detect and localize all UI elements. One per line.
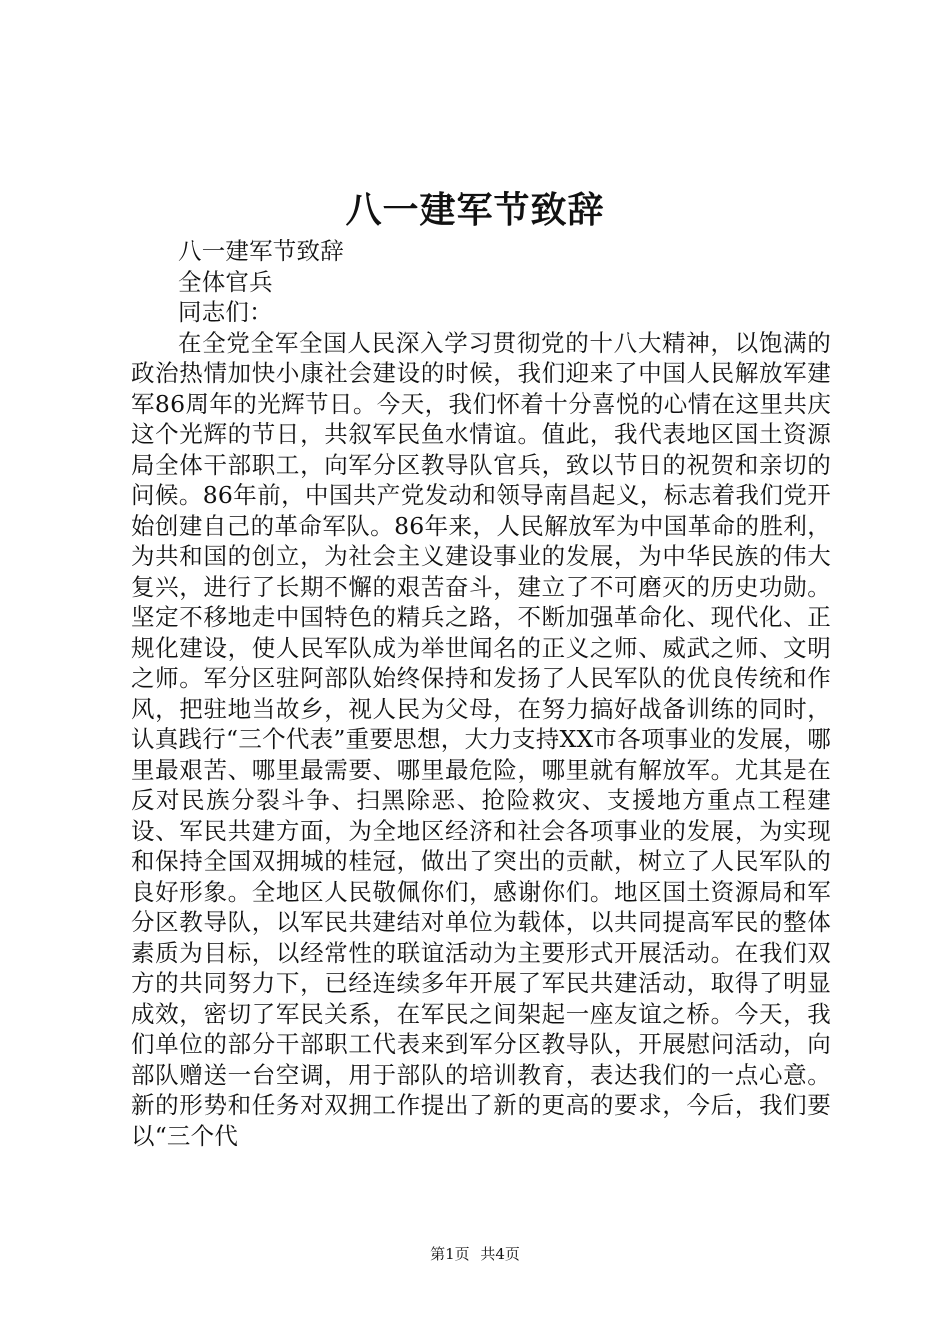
page-total: 共4页 bbox=[480, 1245, 520, 1263]
page-number: 第1页 bbox=[430, 1245, 470, 1263]
document-title: 八一建军节致辞 bbox=[345, 189, 605, 231]
paragraph-addressee: 全体官兵 bbox=[178, 267, 273, 296]
paragraph-heading: 八一建军节致辞 bbox=[178, 237, 344, 265]
paragraph-main: 在全党全军全国人民深入学习贯彻党的十八大精神，以饱满的政治热情加快小康社会建设的时候，我们迎来了中国人民解放军建军86周年的光辉节日。今天，我们怀着十分喜悦的心情在这里共庆这个光辉的节日，共叙军民鱼水情谊。值此，我代表地区国土资源局全体干部职工，向军分区教导队官兵，致以节日的祝贺和亲切的问候。86年前，中国共产党发动和领导南昌起义，标志着我们党开始创建自己的革命军队。86年来，人民解放军为中国革命的胜利，为共和国的创立，为社会主义建设事业的发展，为中华民族的伟大复兴，进行了长期不懈的艰苦奋斗，建立了不可磨灭的历史功勋。坚定不移地走中国特色的精兵之路，不断加强革命化、现代化、正规化建设，使人民军队成为举世闻名的正义之师、威武之师、文明之师。军分区驻阿部队始终保持和发扬了人民军队的优良传统和作风，把驻地当故乡，视人民为父母，在努力搞好战备训练的同时，认真践行“三个代表”重要思想，大力支持XX市各项事业的发展，哪里最艰苦、哪里最需要、哪里最危险，哪里就有解放军。尤其是在反对民族分裂斗争、扫黑除恶、抢险救灾、支援地方重点工程建设、军民共建方面，为全地区经济和社会各项事业的发展，为实现和保持全国双拥城的桂冠，做出了突出的贡献，树立了人民军队的良好形象。全地区人民敬佩你们，感谢你们。地区国土资源局和军分区教导队，以军民共建结对单位为载体，以共同提高军民的整体素质为目标，以经常性的联谊活动为主要形式开展活动。在我们双方的共同努力下，已经连续多年开展了军民共建活动，取得了明显成效，密切了军民关系，在军民之间架起一座友谊之桥。今天，我们单位的部分干部职工代表来到军分区教导队，开展慰问活动，向部队赠送一台空调，用于部队的培训教育，表达我们的一点心意。新的形势和任务对双拥工作提出了新的更高的要求，今后，我们要以“三个代 bbox=[131, 328, 831, 1150]
page-footer bbox=[0, 1244, 950, 1264]
paragraph-salutation: 同志们： bbox=[178, 298, 273, 326]
document-body bbox=[131, 236, 831, 1151]
